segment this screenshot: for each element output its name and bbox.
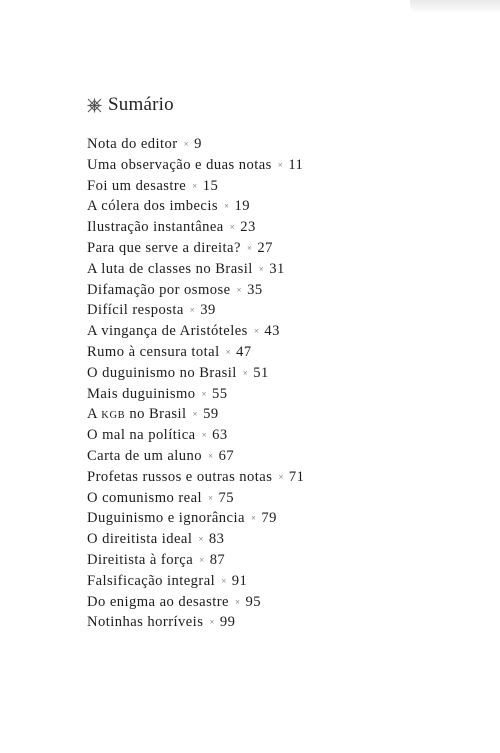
- toc-page-number: 31: [269, 260, 285, 277]
- page-title: Sumário: [108, 94, 174, 115]
- toc-page-number: 39: [200, 302, 216, 319]
- separator-mark: ×: [189, 305, 196, 316]
- separator-mark: ×: [208, 450, 214, 461]
- separator-mark: ×: [250, 513, 257, 524]
- toc-entry: [87, 404, 467, 425]
- toc-entry-title: Profetas russos e outras notas: [87, 468, 273, 485]
- separator-mark: ×: [198, 534, 204, 545]
- toc-entry-title: Nota do editor: [87, 136, 178, 152]
- toc-entry-title: O duguinismo no Brasil: [87, 364, 237, 381]
- toc-page-number: 79: [261, 510, 277, 527]
- separator-mark: ×: [201, 430, 208, 441]
- toc-page-number: 87: [209, 551, 226, 568]
- toc-entry-title: Notinhas horríveis: [87, 614, 204, 631]
- toc-page-number: 55: [212, 385, 228, 402]
- toc-entry-title: Difícil resposta: [87, 302, 184, 319]
- toc-page-number: 59: [203, 406, 219, 423]
- separator-mark: ×: [242, 367, 249, 378]
- page-corner-shadow: [410, 0, 500, 14]
- separator-mark: ×: [234, 596, 241, 607]
- separator-mark: ×: [225, 346, 232, 357]
- toc-entry-title: Rumo à censura total: [87, 343, 220, 360]
- separator-mark: ×: [192, 409, 199, 420]
- toc-entry-title: A: [87, 406, 102, 423]
- toc-entry-title: Para que serve a direita?: [87, 239, 241, 256]
- separator-mark: ×: [221, 575, 227, 586]
- toc-entry: [87, 425, 467, 446]
- toc-page-number: 71: [288, 468, 305, 485]
- toc-entry: [87, 612, 467, 633]
- toc-entry: [87, 259, 467, 280]
- toc-entry: [87, 363, 467, 384]
- toc-entry: [87, 321, 467, 342]
- separator-mark: ×: [183, 139, 190, 149]
- toc-heading: [87, 93, 467, 117]
- toc-entry-title: Falsificação integral: [87, 572, 216, 589]
- toc-entry: [87, 280, 467, 301]
- toc-page-number: 51: [253, 364, 269, 381]
- toc-page-number: 19: [234, 198, 251, 215]
- toc-page-number: 63: [212, 427, 228, 444]
- toc-entry: [87, 176, 467, 197]
- toc-entry-title: Foi um desastre: [87, 177, 187, 194]
- toc-entry-title: O mal na política: [87, 427, 196, 444]
- toc-entry: [87, 155, 467, 176]
- toc-page-number: 47: [236, 343, 252, 360]
- toc-entry: [87, 550, 467, 571]
- toc-entry-title: Carta de um aluno: [87, 447, 203, 464]
- toc-entry: [87, 217, 467, 238]
- toc-entry: [87, 488, 467, 509]
- toc-entry-title-smallcaps: KGB: [101, 410, 126, 422]
- toc-entry-title: Mais duguinismo: [87, 385, 196, 402]
- separator-mark: ×: [201, 388, 208, 399]
- toc-entry-title: Uma observação e duas notas: [87, 156, 272, 173]
- toc-page-number: 11: [288, 156, 304, 173]
- separator-mark: ×: [209, 617, 215, 628]
- toc-entry-title: O comunismo real: [87, 489, 203, 506]
- toc-entry: [87, 508, 467, 529]
- toc-page-number: 99: [219, 614, 236, 631]
- toc-entry: [87, 196, 467, 217]
- separator-mark: ×: [192, 180, 198, 191]
- toc-page-number: 91: [231, 572, 248, 589]
- separator-mark: ×: [246, 242, 253, 253]
- toc-page-number: 9: [194, 136, 202, 152]
- toc-entry: [87, 446, 467, 467]
- toc-page-number: 95: [245, 593, 261, 610]
- toc-entry-title: A luta de classes no Brasil: [87, 260, 253, 277]
- toc-entry: [87, 300, 467, 321]
- toc-entry-title: no Brasil: [125, 406, 187, 423]
- toc-page-number: 83: [208, 531, 225, 548]
- separator-mark: ×: [253, 326, 260, 337]
- toc-page-number: 15: [202, 177, 219, 194]
- toc-entry: [87, 134, 467, 155]
- ornament-icon: [87, 98, 102, 113]
- toc-page-number: 43: [264, 323, 280, 340]
- separator-mark: ×: [278, 471, 284, 482]
- toc-entry: [87, 238, 467, 259]
- toc-entry: [87, 467, 467, 488]
- toc-page-number: 27: [257, 239, 273, 256]
- separator-mark: ×: [277, 159, 284, 170]
- toc-entry: [87, 342, 467, 363]
- toc-entry-title: A vingança de Aristóteles: [87, 323, 248, 340]
- separator-mark: ×: [224, 201, 230, 212]
- toc-list: [87, 134, 467, 633]
- toc-entry: [87, 529, 467, 550]
- toc-entry-title: Direitista à força: [87, 551, 194, 568]
- toc-entry-title: A cólera dos imbecis: [87, 198, 218, 215]
- toc-entry-title: Ilustração instantânea: [87, 219, 224, 236]
- toc-page-number: 75: [218, 489, 235, 506]
- table-of-contents-page: [87, 93, 467, 633]
- toc-entry: [87, 571, 467, 592]
- separator-mark: ×: [258, 263, 265, 274]
- toc-entry: [87, 384, 467, 405]
- toc-entry-title: Difamação por osmose: [87, 281, 231, 298]
- toc-entry-title: Do enigma ao desastre: [87, 593, 229, 610]
- toc-entry: [87, 592, 467, 613]
- toc-page-number: 35: [247, 281, 263, 298]
- separator-mark: ×: [208, 492, 214, 503]
- separator-mark: ×: [229, 222, 236, 233]
- toc-entry-title: O direitista ideal: [87, 531, 193, 548]
- separator-mark: ×: [236, 284, 243, 295]
- toc-entry-title: Duguinismo e ignorância: [87, 510, 245, 527]
- separator-mark: ×: [199, 554, 205, 565]
- toc-page-number: 23: [240, 219, 256, 236]
- toc-page-number: 67: [218, 447, 235, 464]
